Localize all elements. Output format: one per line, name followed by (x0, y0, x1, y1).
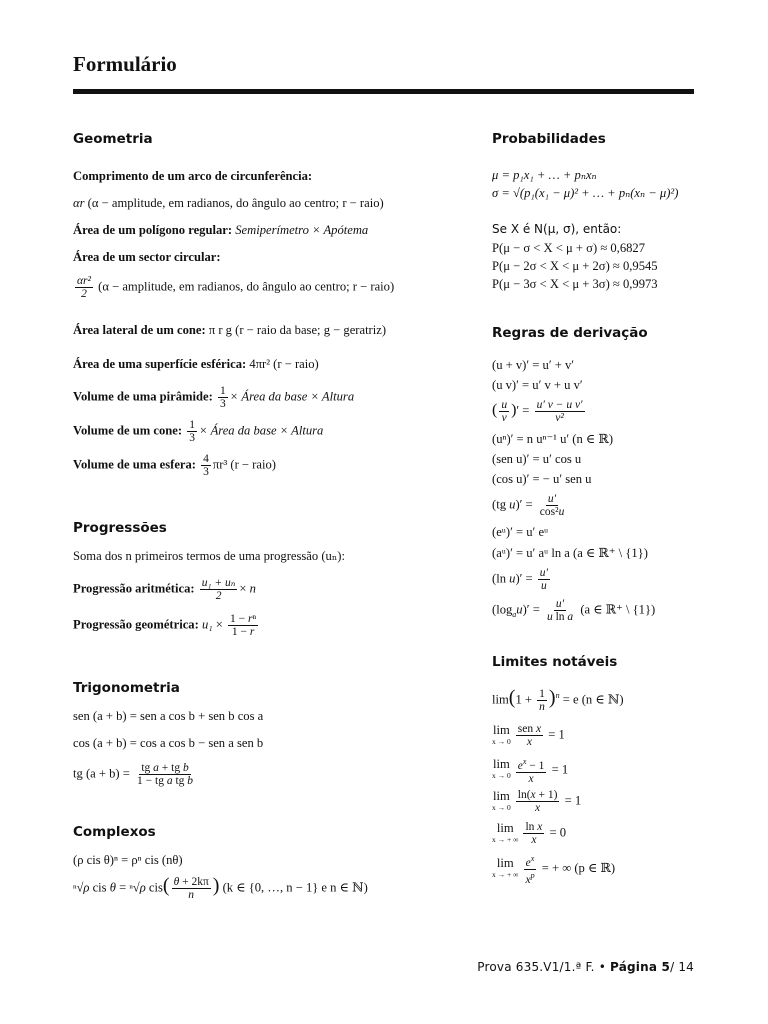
trig-tg: tg (a + b) = $\frac{\text{tg a + tg b}}{\text{1 − tg a tg b}}$ (73, 762, 194, 787)
section-heading-derivacao: Regras de derivação (492, 325, 648, 341)
esfera-area-formula: Área de uma superfície esférica: 4πr² (r − raio) (73, 357, 319, 371)
trig-cos: cos (a + b) = cos a cos b − sen a sen b (73, 736, 264, 750)
limite-e: lim(1 + $\frac{1}{n}$ )$^n$ = e (n ∈ ℕ) (492, 686, 624, 713)
deriv-exp: (eᵘ)′ = u′ eᵘ (492, 525, 549, 539)
cone-volume-formula: Volume de um cone: $\frac{1}{3}$ × Área da base × Altura (73, 419, 324, 444)
deriv-produto: (u v)′ = u′ v + u v′ (492, 378, 583, 392)
prob-desvio: σ = √(p₁(x₁ − μ)² + … + pₙ(xₙ − μ)²) (492, 186, 679, 200)
aritmetica-formula: Progressão aritmética: $\frac{\text{u₁ + uₙ}}{2}$ × n (73, 577, 256, 602)
piramide-formula: Volume de uma pirâmide: $\frac{1}{3}$ × Área da base × Altura (73, 385, 355, 410)
deriv-sen: (sen u)′ = u′ cos u (492, 452, 582, 466)
poligono-formula: Área de um polígono regular: Semiperímetro × Apótema (73, 223, 369, 237)
esfera-volume-formula: Volume de uma esfera: $\frac{4}{3}$ πr³ (r − raio) (73, 453, 276, 478)
prob-p3: P(μ − 3σ < X < μ + 3σ) ≈ 0,9973 (492, 277, 658, 291)
cone-lateral-formula: Área lateral de um cone: π r g (r − raio da base; g − geratriz) (73, 323, 387, 337)
prob-p1: P(μ − σ < X < μ + σ) ≈ 0,6827 (492, 241, 646, 255)
deriv-tg: (tg u)′ = $\frac{u'}{\text{cos²u}}$ (492, 493, 565, 518)
sector-label: Área de um sector circular: (73, 250, 221, 264)
title-rule (73, 89, 694, 94)
deriv-exp-a: (aᵘ)′ = u′ aᵘ ln a (a ∈ ℝ⁺ \ {1}) (492, 546, 648, 560)
section-heading-progressoes: Progressões (73, 520, 167, 536)
arco-label: Comprimento de um arco de circunferência: (73, 169, 313, 183)
deriv-log: $(\log_au)'$ = $\frac{u'}{\text{u ln a}}$ (a ∈ ℝ⁺ \ {1}) (492, 598, 656, 623)
limite-ln-inf: lim x → + ∞ $\frac{\text{ln x}}{x}$ = 0 (492, 820, 567, 846)
deriv-cos: (cos u)′ = − u′ sen u (492, 472, 592, 486)
limite-exp-inf: lim x → + ∞ $\frac{e^x}{x^p}$ = + ∞ (p ∈ ℝ) (492, 854, 616, 886)
prob-normal-intro: Se X é N(μ, σ), então: (492, 222, 622, 236)
prob-media: μ = p₁x₁ + … + pₙxₙ (492, 168, 597, 182)
page-title: Formulário (73, 52, 177, 76)
section-heading-trigonometria: Trigonometria (73, 680, 180, 696)
prob-p2: P(μ − 2σ < X < μ + 2σ) ≈ 0,9545 (492, 259, 658, 273)
deriv-potencia: (uⁿ)′ = n uⁿ⁻¹ u′ (n ∈ ℝ) (492, 432, 614, 446)
section-heading-limites: Limites notáveis (492, 654, 618, 670)
section-heading-complexos: Complexos (73, 824, 156, 840)
geometrica-formula: Progressão geométrica: u₁ × $\frac{\text{1 − rⁿ}}{1 - r}$ (73, 613, 257, 638)
soma-text: Soma dos n primeiros termos de uma progressão (uₙ): (73, 549, 345, 563)
section-heading-geometria: Geometria (73, 131, 153, 147)
page-footer: Prova 635.V1/1.ª F. • Página 5/ 14 (477, 960, 694, 974)
trig-sen: sen (a + b) = sen a cos b + sen b cos a (73, 709, 264, 723)
sector-formula: $\frac{\text{αr²}}{2}$ (α − amplitude, em radianos, do ângulo ao centro; r − raio) (77, 275, 395, 300)
deriv-quociente: ( $\frac{u}{v}$ )′ = $\frac{\text{u′ v − u v′}}{\text{v²}}$ (492, 399, 583, 424)
section-heading-probabilidades: Probabilidades (492, 131, 606, 147)
complex-raiz: ⁿ√ρ cis θ = ⁿ√ρ cis( $\frac{\theta + 2k\pi}{n}$ ) (k ∈ {0, …, n − 1} e n ∈ ℕ) (73, 874, 368, 901)
limite-sen: lim x → 0 $\frac{\text{sen x}}{x}$ = 1 (492, 722, 565, 748)
deriv-soma: (u + v)′ = u′ + v′ (492, 358, 575, 372)
arco-formula: αr (α − amplitude, em radianos, do ângulo ao centro; r − raio) (73, 196, 384, 210)
deriv-ln: (ln u)′ = $\frac{u'}{u}$ (492, 567, 549, 592)
complex-moivre: (ρ cis θ)ⁿ = ρⁿ cis (nθ) (73, 853, 183, 867)
limite-ln: lim x → 0 $\frac{\ln(x + 1)}{x}$ = 1 (492, 788, 582, 814)
limite-exp: lim x → 0 $\frac{e^x - 1}{x}$ = 1 (492, 757, 569, 785)
